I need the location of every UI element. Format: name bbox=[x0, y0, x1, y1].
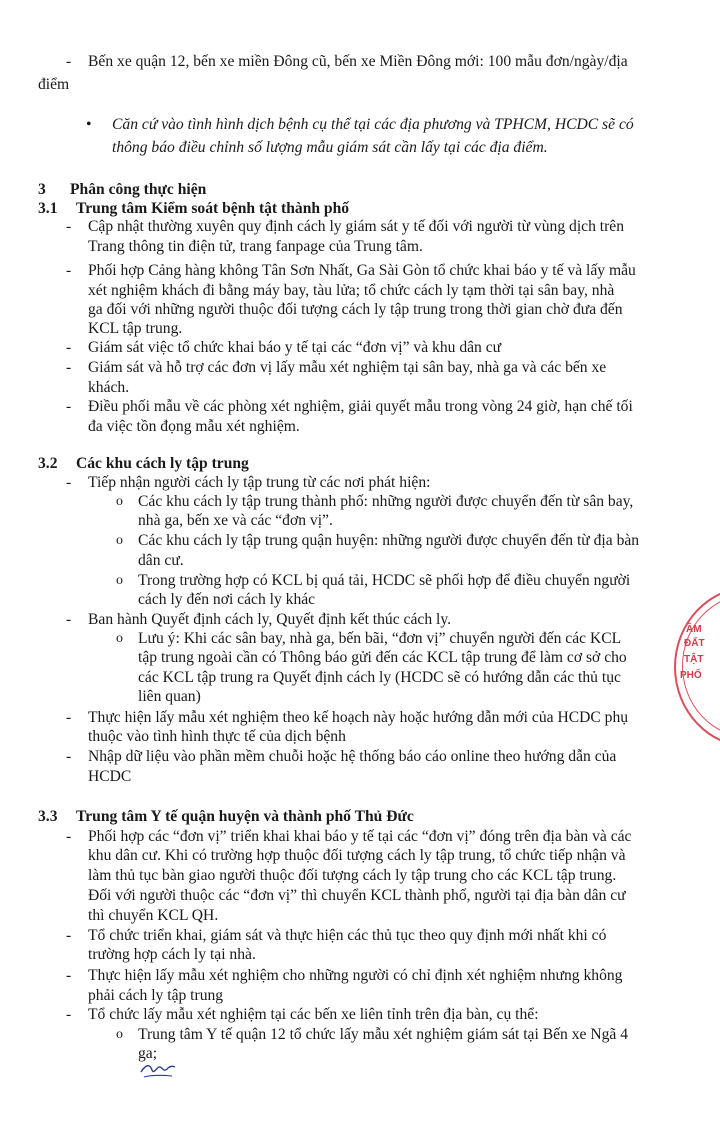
circle-bullet-icon: o bbox=[116, 631, 123, 646]
circle-bullet-icon: o bbox=[116, 533, 123, 548]
text-line: các KCL tập trung ra Quyết định cách ly (HCDC sẽ có hướng dẫn các thủ tục bbox=[138, 669, 621, 686]
dash-bullet: - bbox=[66, 474, 72, 491]
dash-bullet: - bbox=[66, 398, 72, 415]
dash-bullet: - bbox=[66, 53, 72, 70]
text-line: Giám sát và hỗ trợ các đơn vị lấy mẫu xét nghiệm tại sân bay, nhà ga và các bến xe bbox=[88, 359, 607, 376]
text-line: điểm bbox=[38, 76, 70, 93]
official-stamp-icon bbox=[668, 580, 720, 750]
circle-bullet-icon: o bbox=[116, 1027, 123, 1042]
text-line: Thực hiện lấy mẫu xét nghiệm theo kế hoạch này hoặc hướng dẫn mới của HCDC phụ bbox=[88, 709, 629, 726]
section-title: Trung tâm Kiểm soát bệnh tật thành phố bbox=[76, 200, 350, 217]
circle-bullet-icon: o bbox=[116, 573, 123, 588]
text-line: Nhập dữ liệu vào phần mềm chuỗi hoặc hệ thống báo cáo online theo hướng dẫn của bbox=[88, 748, 617, 765]
text-line: dân cư. bbox=[138, 552, 184, 569]
text-line: Giám sát việc tổ chức khai báo y tế tại các “đơn vị” và khu dân cư bbox=[88, 339, 502, 356]
text-line: thì chuyển KCL QH. bbox=[88, 907, 219, 924]
text-line: Trong trường hợp có KCL bị quá tải, HCDC sẽ phối hợp để điều chuyển người bbox=[138, 572, 631, 589]
text-line: cách ly đến nơi cách ly khác bbox=[138, 591, 316, 608]
text-line: Phối hợp các “đơn vị” triển khai khai báo y tế tại các “đơn vị” đóng trên địa bàn và các bbox=[88, 828, 632, 845]
note-line: thông báo điều chỉnh số lượng mẫu giám sát cần lấy tại các địa điểm. bbox=[112, 139, 548, 156]
text-line: Cập nhật thường xuyên quy định cách ly giám sát y tế đối với người từ vùng dịch trên bbox=[88, 218, 625, 235]
text-line: đa việc tồn đọng mẫu xét nghiệm. bbox=[88, 418, 300, 435]
text-line: Đối với người thuộc các “đơn vị” thì chuyển KCL thành phố, người tại địa bàn dân cư bbox=[88, 887, 626, 904]
section-number: 3.2 bbox=[38, 455, 58, 472]
text-line: Các khu cách ly tập trung thành phố: những người được chuyển đến từ sân bay, bbox=[138, 493, 634, 510]
round-bullet-icon: • bbox=[86, 116, 92, 133]
section-title: Các khu cách ly tập trung bbox=[76, 455, 249, 472]
text-line: Thực hiện lấy mẫu xét nghiệm cho những người có chỉ định xét nghiệm nhưng không bbox=[88, 967, 623, 984]
text-line: tập trung ngoài cần có Thông báo gửi đến các KCL tập trung để làm cơ sở cho bbox=[138, 649, 627, 666]
section-number: 3 bbox=[38, 181, 46, 198]
text-line: thuộc vào tình hình thực tế của dịch bệnh bbox=[88, 728, 346, 745]
section-title: Trung tâm Y tế quận huyện và thành phố Thủ Đức bbox=[76, 808, 414, 825]
dash-bullet: - bbox=[66, 967, 72, 984]
text-line: nhà ga, bến xe và các “đơn vị”. bbox=[138, 512, 333, 529]
text-line: Tiếp nhận người cách ly tập trung từ các nơi phát hiện: bbox=[88, 474, 431, 491]
text-line: xét nghiệm khách đi bằng máy bay, tàu lửa; tổ chức cách ly tạm thời tại sân bay, nhà bbox=[88, 282, 615, 299]
text-line: Trung tâm Y tế quận 12 tổ chức lấy mẫu xét nghiệm giám sát tại Bến xe Ngã 4 bbox=[138, 1026, 629, 1043]
text-line: Phối hợp Cảng hàng không Tân Sơn Nhất, Ga Sài Gòn tổ chức khai báo y tế và lấy mẫu bbox=[88, 262, 636, 279]
text-line: Tổ chức triển khai, giám sát và thực hiện các thủ tục theo quy định mới nhất khi có bbox=[88, 927, 607, 944]
stamp-text: ÂM bbox=[686, 624, 702, 635]
circle-bullet-icon: o bbox=[116, 494, 123, 509]
text-line: Bến xe quận 12, bến xe miền Đông cũ, bến xe Miền Đông mới: 100 mẫu đơn/ngày/địa bbox=[88, 53, 628, 70]
dash-bullet: - bbox=[66, 709, 72, 726]
text-line: làm thủ tục bàn giao người thuộc đối tượng cách ly tập trung cho các KCL tập trung. bbox=[88, 867, 617, 884]
dash-bullet: - bbox=[66, 748, 72, 765]
text-line: Tổ chức lấy mẫu xét nghiệm tại các bến xe liên tỉnh trên địa bàn, cụ thể: bbox=[88, 1006, 539, 1023]
text-line: khách. bbox=[88, 379, 130, 396]
dash-bullet: - bbox=[66, 218, 72, 235]
text-line: ga đối với những người thuộc đối tượng cách ly tập trung trong thời gian chờ đưa đến bbox=[88, 301, 623, 318]
text-line: Các khu cách ly tập trung quận huyện: những người được chuyển đến từ địa bàn bbox=[138, 532, 640, 549]
text-line: Ban hành Quyết định cách ly, Quyết định kết thúc cách ly. bbox=[88, 611, 452, 628]
section-number: 3.1 bbox=[38, 200, 58, 217]
initials-signature-icon bbox=[138, 1058, 178, 1082]
text-line: trường hợp cách ly tại nhà. bbox=[88, 946, 256, 963]
dash-bullet: - bbox=[66, 611, 72, 628]
text-line: Trang thông tin điện tử, trang fanpage của Trung tâm. bbox=[88, 238, 423, 255]
stamp-text: PHỐ bbox=[680, 670, 702, 681]
stamp-text: TẬT bbox=[684, 654, 704, 665]
text-line: ga; bbox=[138, 1045, 158, 1062]
note-line: Căn cứ vào tình hình dịch bệnh cụ thể tại các địa phương và TPHCM, HCDC sẽ có bbox=[112, 116, 634, 133]
dash-bullet: - bbox=[66, 1006, 72, 1023]
text-line: phải cách ly tập trung bbox=[88, 987, 224, 1004]
dash-bullet: - bbox=[66, 262, 72, 279]
dash-bullet: - bbox=[66, 828, 72, 845]
dash-bullet: - bbox=[66, 339, 72, 356]
text-line: HCDC bbox=[88, 768, 132, 785]
section-number: 3.3 bbox=[38, 808, 58, 825]
text-line: KCL tập trung. bbox=[88, 320, 183, 337]
text-line: Điều phối mẫu về các phòng xét nghiệm, giải quyết mẫu trong vòng 24 giờ, hạn chế tối bbox=[88, 398, 633, 415]
stamp-text: ĐẤT bbox=[684, 638, 705, 649]
text-line: Lưu ý: Khi các sân bay, nhà ga, bến bãi, “đơn vị” chuyển người đến các KCL bbox=[138, 630, 622, 647]
dash-bullet: - bbox=[66, 927, 72, 944]
section-title: Phân công thực hiện bbox=[70, 181, 207, 198]
text-line: khu dân cư. Khi có trường hợp thuộc đối tượng cách ly tập trung, tổ chức tiếp nhận và bbox=[88, 847, 626, 864]
text-line: liên quan) bbox=[138, 688, 201, 705]
dash-bullet: - bbox=[66, 359, 72, 376]
